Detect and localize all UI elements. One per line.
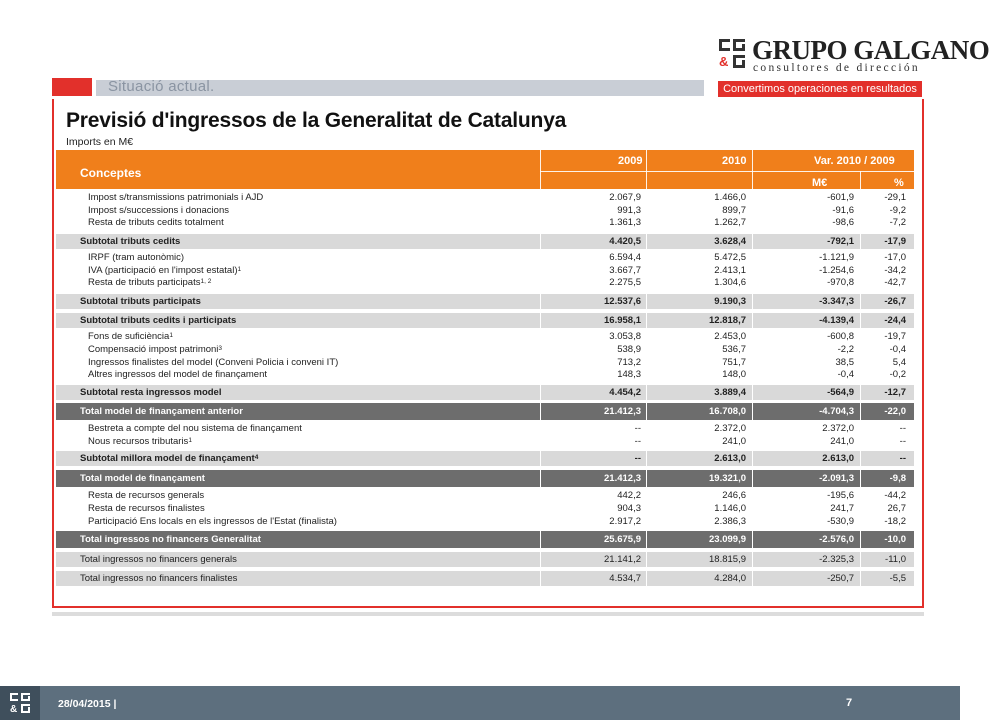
- row-label: [88, 369, 267, 382]
- value-2009: 904,3: [617, 502, 641, 514]
- row-label-text: Total model de finançament anterior: [80, 405, 243, 417]
- variation-me: -2,2: [837, 343, 854, 355]
- value-2009: 1.361,3: [609, 217, 641, 229]
- row-label-text: Subtotal resta ingressos model: [80, 386, 222, 398]
- footer-logo-icon: [0, 686, 40, 720]
- header-2009: 2009: [618, 155, 643, 167]
- variation-pct: -9,2: [889, 204, 906, 216]
- variation-me: 2.613,0: [822, 453, 854, 465]
- row-label-text: Total model de finançament: [80, 473, 205, 485]
- logo-subtitle: consultores de dirección: [753, 62, 920, 74]
- variation-me: -1.254,6: [819, 264, 854, 276]
- row-label-text: Bestreta a compte del nou sistema de finançament: [88, 422, 302, 434]
- logo-mark-icon: [718, 38, 746, 70]
- row-label-text: Total ingressos no financers Generalitat: [80, 534, 261, 546]
- variation-pct: -22,0: [884, 405, 906, 417]
- value-2009: 991,3: [617, 204, 641, 216]
- value-2010: 4.284,0: [714, 573, 746, 585]
- value-2009: 21.412,3: [604, 473, 641, 485]
- footnote-marker: 1, 2: [200, 278, 212, 286]
- value-2010: 1.146,0: [714, 502, 746, 514]
- header-pct: %: [894, 177, 904, 189]
- header-divider: [540, 150, 541, 189]
- row-label: [80, 470, 205, 487]
- row-label: [80, 234, 180, 249]
- table-row: [56, 385, 914, 400]
- table-row: [56, 436, 914, 449]
- value-2010: 899,7: [722, 204, 746, 216]
- value-2010: 148,0: [722, 369, 746, 381]
- value-2009: 148,3: [617, 369, 641, 381]
- variation-pct: -19,7: [884, 331, 906, 343]
- column-separator: [752, 451, 753, 466]
- row-label: [80, 294, 201, 309]
- variation-pct: -9,8: [889, 473, 906, 485]
- footer-bar: [0, 686, 960, 720]
- value-2010: 19.321,0: [709, 473, 746, 485]
- table-row: [56, 277, 914, 290]
- document-subtitle: Imports en M€: [66, 136, 134, 148]
- variation-pct: --: [899, 422, 906, 434]
- table-row: [56, 217, 914, 230]
- table-row: [56, 552, 914, 567]
- row-label: [88, 503, 205, 516]
- row-label: [80, 531, 261, 548]
- value-2010: 16.708,0: [709, 405, 746, 417]
- value-2009: 3.667,7: [609, 264, 641, 276]
- value-2010: 18.815,9: [709, 554, 746, 566]
- table-row: [56, 234, 914, 249]
- value-2009: 4.420,5: [609, 236, 641, 248]
- column-separator: [752, 571, 753, 586]
- row-label-text: Impost s/successions i donacions: [88, 204, 229, 216]
- company-logo: [718, 35, 989, 96]
- variation-me: 241,0: [830, 435, 854, 447]
- value-2009: 442,2: [617, 490, 641, 502]
- value-2009: 538,9: [617, 343, 641, 355]
- table-row: [56, 531, 914, 548]
- table-row: [56, 490, 914, 503]
- row-label-text: Altres ingressos del model de finançament: [88, 369, 268, 381]
- variation-me: -600,8: [827, 331, 854, 343]
- variation-pct: -10,0: [884, 534, 906, 546]
- variation-me: -530,9: [827, 515, 854, 527]
- variation-me: -601,9: [827, 192, 854, 203]
- variation-me: -2.576,0: [819, 534, 854, 546]
- column-separator: [752, 294, 753, 309]
- svg-text:&: &: [10, 704, 18, 715]
- value-2009: 713,2: [617, 356, 641, 368]
- row-label-text: Resta de recursos generals: [88, 490, 205, 502]
- variation-me: -1.121,9: [819, 252, 854, 264]
- row-label-text: Resta de tributs cedits totalment: [88, 217, 224, 229]
- header-divider: [752, 150, 753, 189]
- table-row: [56, 571, 914, 586]
- footnote-marker: 1: [188, 436, 192, 444]
- row-label: [80, 552, 237, 567]
- value-2009: 3.053,8: [609, 331, 641, 343]
- variation-me: 2.372,0: [822, 422, 854, 434]
- variation-pct: -42,7: [884, 277, 906, 289]
- row-label: [88, 423, 302, 436]
- revenue-table: [56, 150, 914, 586]
- variation-me: 241,7: [830, 502, 854, 514]
- row-label: [88, 490, 204, 503]
- value-2009: --: [634, 422, 641, 434]
- row-label-text: Ingressos finalistes del model (Conveni Policia i conveni IT): [88, 356, 339, 368]
- document-title: Previsió d'ingressos de la Generalitat de Catalunya: [66, 109, 567, 132]
- variation-pct: -17,9: [884, 236, 906, 248]
- value-2010: 536,7: [722, 343, 746, 355]
- variation-pct: -0,4: [889, 343, 906, 355]
- value-2009: 25.675,9: [604, 534, 641, 546]
- logo-name: GRUPO GALGANO: [752, 35, 989, 65]
- value-2010: 3.889,4: [714, 386, 746, 398]
- variation-pct: -24,4: [884, 315, 906, 327]
- column-separator: [752, 403, 753, 420]
- row-label-text: Resta de tributs participats: [88, 277, 201, 289]
- page-number: 7: [846, 697, 853, 709]
- variation-pct: --: [899, 435, 906, 447]
- row-label-text: Subtotal millora model de finançament: [80, 453, 255, 465]
- variation-pct: -5,5: [889, 573, 906, 585]
- variation-pct: -34,2: [884, 264, 906, 276]
- variation-me: -564,9: [827, 386, 854, 398]
- value-2010: 751,7: [722, 356, 746, 368]
- variation-me: -970,8: [827, 277, 854, 289]
- value-2010: 246,6: [722, 490, 746, 502]
- variation-me: -0,4: [837, 369, 854, 381]
- table-row: [56, 357, 914, 370]
- variation-me: -792,1: [827, 236, 854, 248]
- column-separator: [752, 470, 753, 487]
- footnote-marker: 1: [169, 332, 173, 340]
- table-row: [56, 205, 914, 218]
- row-label-text: Impost s/transmissions patrimonials i AJD: [88, 192, 264, 203]
- value-2009: 16.958,1: [604, 315, 641, 327]
- row-label-text: IVA (participació en l'impost estatal): [88, 264, 238, 276]
- table-row: [56, 331, 914, 344]
- value-2010: 1.262,7: [714, 217, 746, 229]
- value-2009: 12.537,6: [604, 296, 641, 308]
- value-2009: 21.412,3: [604, 405, 641, 417]
- footer-logo: [0, 686, 40, 720]
- logo-tagline: Convertimos operaciones en resultados: [718, 81, 922, 97]
- row-label: [80, 451, 258, 466]
- row-label: [88, 252, 184, 265]
- header-accent-block: [52, 78, 92, 96]
- variation-pct: -7,2: [889, 217, 906, 229]
- value-2010: 2.386,3: [714, 515, 746, 527]
- variation-pct: -44,2: [884, 490, 906, 502]
- variation-pct: -12,7: [884, 386, 906, 398]
- variation-pct: -18,2: [884, 515, 906, 527]
- row-label: [80, 313, 236, 328]
- value-2010: 9.190,3: [714, 296, 746, 308]
- value-2009: --: [634, 435, 641, 447]
- row-label-text: Total ingressos no financers generals: [80, 554, 237, 566]
- footnote-marker: 3: [218, 344, 223, 352]
- column-separator: [752, 234, 753, 249]
- row-label: [88, 217, 224, 230]
- table-row: [56, 503, 914, 516]
- value-2009: 2.067,9: [609, 192, 641, 203]
- variation-me: 38,5: [835, 356, 854, 368]
- value-2010: 2.372,0: [714, 422, 746, 434]
- footnote-marker: 1: [237, 265, 242, 273]
- row-label-text: Total ingressos no financers finalistes: [80, 573, 238, 585]
- header-2010: 2010: [722, 155, 747, 167]
- variation-pct: -17,0: [884, 252, 906, 264]
- row-label: [88, 205, 229, 218]
- column-separator: [752, 385, 753, 400]
- table-row: [56, 344, 914, 357]
- variation-pct: 26,7: [887, 502, 906, 514]
- row-label: [80, 385, 221, 400]
- value-2009: 21.141,2: [604, 554, 641, 566]
- row-label: [88, 357, 338, 370]
- variation-me: -4.139,4: [819, 315, 854, 327]
- svg-text:&: &: [719, 54, 729, 69]
- value-2010: 1.304,6: [714, 277, 746, 289]
- variation-pct: --: [899, 453, 906, 465]
- variation-me: -4.704,3: [819, 405, 854, 417]
- header-divider: [646, 150, 647, 189]
- variation-pct: -29,1: [884, 192, 906, 203]
- value-2010: 1.466,0: [714, 192, 746, 203]
- row-label: [88, 516, 337, 529]
- header-variation: Var. 2010 / 2009: [814, 155, 895, 167]
- row-label: [88, 436, 192, 449]
- variation-me: -98,6: [832, 217, 854, 229]
- variation-pct: 5,4: [892, 356, 906, 368]
- variation-pct: -0,2: [889, 369, 906, 381]
- value-2010: 241,0: [722, 435, 746, 447]
- column-separator: [752, 552, 753, 567]
- value-2010: 23.099,9: [709, 534, 746, 546]
- row-label-text: IRPF (tram autonòmic): [88, 252, 185, 264]
- value-2010: 2.453,0: [714, 331, 746, 343]
- variation-me: -2.091,3: [819, 473, 854, 485]
- value-2009: 2.917,2: [609, 515, 641, 527]
- variation-pct: -11,0: [885, 554, 906, 566]
- content-frame-shadow: [52, 612, 924, 616]
- header-divider: [540, 171, 914, 172]
- table-row: [56, 470, 914, 487]
- table-row: [56, 265, 914, 278]
- value-2010: 12.818,7: [709, 315, 746, 327]
- row-label-text: Subtotal tributs cedits: [80, 236, 181, 248]
- row-label-text: Subtotal tributs cedits i participats: [80, 315, 237, 327]
- row-label-text: Compensació impost patrimoni: [88, 343, 219, 355]
- table-row: [56, 252, 914, 265]
- row-label: [88, 277, 211, 290]
- table-row: [56, 403, 914, 420]
- table-row: [56, 451, 914, 466]
- row-label-text: Fons de suficiència: [88, 331, 170, 343]
- header-concepts: Conceptes: [80, 166, 142, 180]
- column-separator: [752, 313, 753, 328]
- row-label-text: Nous recursos tributaris: [88, 435, 189, 447]
- row-label: [88, 344, 222, 357]
- variation-me: -91,6: [832, 204, 854, 216]
- table-row: [56, 192, 914, 205]
- table-body: [56, 189, 914, 586]
- row-label: [88, 265, 241, 278]
- value-2009: 6.594,4: [609, 252, 641, 264]
- slide-title: Situació actual.: [108, 78, 215, 95]
- value-2010: 3.628,4: [714, 236, 746, 248]
- value-2009: --: [634, 453, 641, 465]
- table-header: [56, 150, 914, 189]
- footer-date: 28/04/2015 |: [58, 698, 117, 710]
- variation-me: -195,6: [827, 490, 854, 502]
- value-2009: 4.534,7: [609, 573, 641, 585]
- header-divider: [860, 171, 861, 189]
- variation-me: -3.347,3: [819, 296, 854, 308]
- column-separator: [752, 531, 753, 548]
- row-label-text: Participació Ens locals en els ingressos de l'Estat (finalista): [88, 515, 337, 527]
- variation-me: -250,7: [827, 573, 854, 585]
- table-row: [56, 516, 914, 529]
- value-2010: 2.413,1: [714, 264, 746, 276]
- variation-pct: -26,7: [884, 296, 906, 308]
- table-row: [56, 369, 914, 382]
- value-2009: 4.454,2: [609, 386, 641, 398]
- variation-me: -2.325,3: [819, 554, 854, 566]
- row-label: [88, 192, 263, 205]
- value-2010: 2.613,0: [714, 453, 746, 465]
- value-2009: 2.275,5: [609, 277, 641, 289]
- value-2010: 5.472,5: [714, 252, 746, 264]
- footnote-marker: 4: [254, 454, 259, 462]
- header-me: M€: [812, 177, 828, 189]
- row-label: [80, 571, 237, 586]
- row-label: [80, 403, 243, 420]
- row-label-text: Subtotal tributs participats: [80, 296, 201, 308]
- row-label: [88, 331, 173, 344]
- table-row: [56, 313, 914, 328]
- table-row: [56, 294, 914, 309]
- table-row: [56, 423, 914, 436]
- row-label-text: Resta de recursos finalistes: [88, 502, 205, 514]
